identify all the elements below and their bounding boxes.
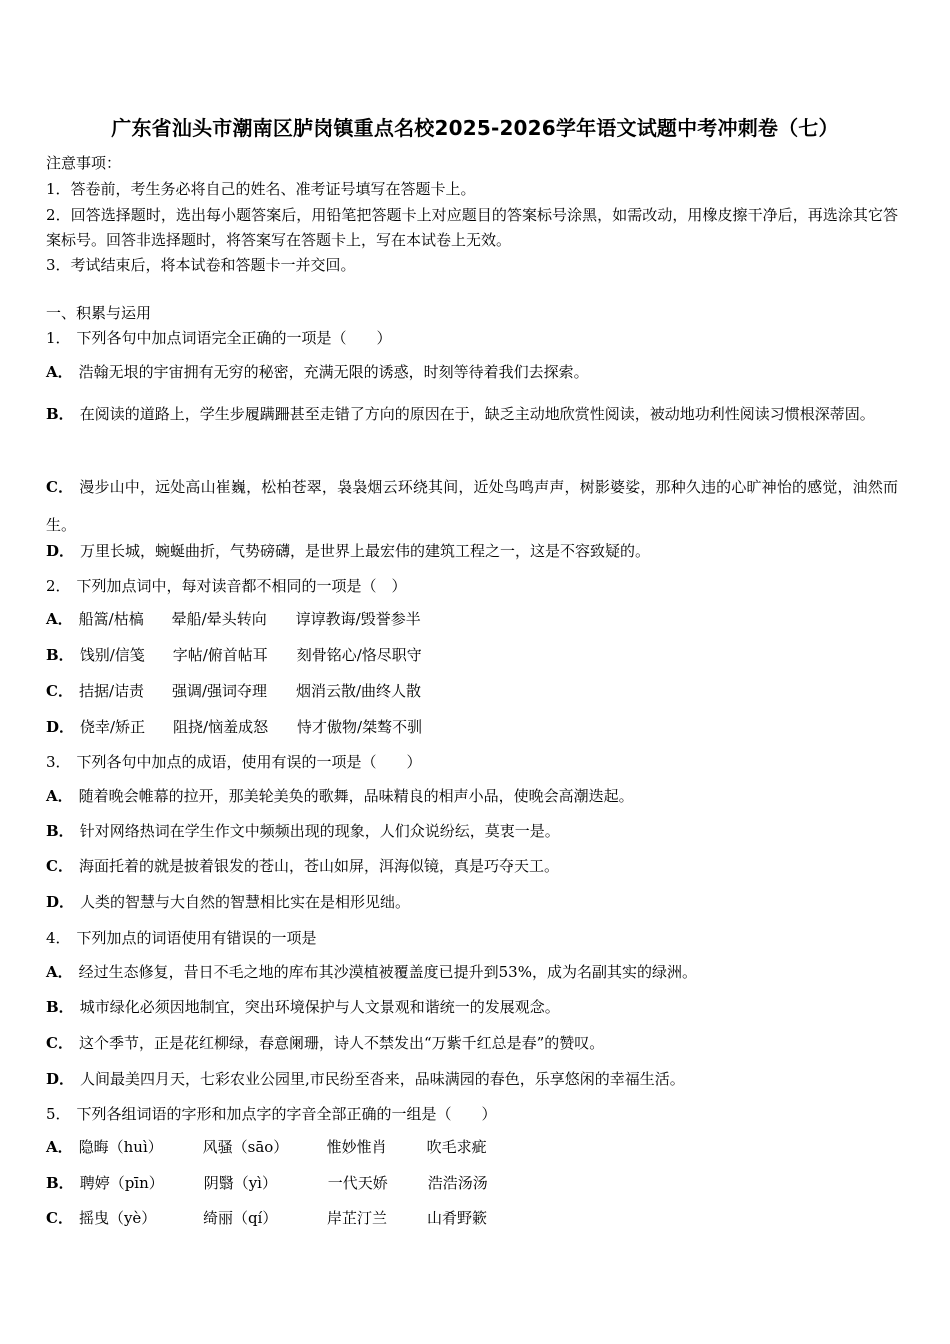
option-label: B．	[46, 1174, 74, 1192]
option-label: B．	[46, 822, 74, 840]
option-label: A．	[46, 363, 73, 381]
option-col: 隐晦（huì）	[78, 1138, 163, 1156]
option-label: A．	[46, 610, 73, 628]
option-text: 在阅读的道路上，学生步履蹒跚甚至走错了方向的原因在于，缺乏主动地欣赏性阅读，被动地功利性阅读习惯根深蒂固。	[79, 405, 875, 423]
option-label: C．	[46, 1034, 73, 1052]
notice-item: 1．答卷前，考生务必将自己的姓名、准考证号填写在答题卡上。	[46, 180, 476, 198]
option-text: 浩翰无垠的宇宙拥有无穷的秘密，充满无限的诱惑，时刻等待着我们去探索。	[78, 363, 589, 381]
option-col: 一代天娇	[327, 1174, 388, 1192]
option-col: 刻骨铭心/恪尽职守	[296, 646, 422, 664]
option-col: 谆谆教诲/毁誉参半	[295, 610, 421, 628]
question-text: 下列各句中加点词语完全正确的一项是（ ）	[76, 329, 392, 347]
option-col: 聘婷（pīn）	[79, 1174, 164, 1192]
option-d	[46, 540, 650, 561]
option-c	[46, 1207, 487, 1228]
option-label: D．	[46, 1070, 75, 1088]
option-label: C．	[46, 1209, 73, 1227]
option-text: 漫步山中，远处高山崔巍，松柏苍翠，袅袅烟云环绕其间，近处鸟鸣声声，树影婆娑，那种久违的心旷神怡的感觉，油然而生。	[46, 478, 898, 534]
option-text: 经过生态修复，昔日不毛之地的库布其沙漠植被覆盖度已提升到53%，成为名副其实的绿洲。	[78, 963, 697, 981]
question-text: 下列加点的词语使用有错误的一项是	[76, 929, 317, 947]
option-text: 万里长城，蜿蜒曲折，气势磅礴，是世界上最宏伟的建筑工程之一，这是不容致疑的。	[80, 542, 651, 560]
question-number: 2．	[46, 577, 71, 595]
option-d	[46, 891, 410, 912]
question-number: 1．	[46, 329, 71, 347]
option-col: 摇曳（yè）	[78, 1209, 157, 1227]
option-text: 针对网络热词在学生作文中频频出现的现象，人们众说纷纭，莫衷一是。	[79, 822, 560, 840]
option-col: 阻挠/恼羞成怒	[173, 718, 269, 736]
option-b	[46, 996, 560, 1017]
option-label: A．	[46, 787, 73, 805]
question-text: 下列各组词语的字形和加点字的字音全部正确的一组是（ ）	[76, 1105, 497, 1123]
option-col: 烟消云散/曲终人散	[295, 682, 422, 700]
option-text: 随着晚会帷幕的拉开，那美轮美奂的歌舞，品味精良的相声小品，使晚会高潮迭起。	[78, 787, 634, 805]
page-title: 广东省汕头市潮南区胪岗镇重点名校2025-2026学年语文试题中考冲刺卷（七）	[111, 116, 839, 140]
option-text: 这个季节，正是花红柳绿，春意阑珊，诗人不禁发出“万紫千红总是春”的赞叹。	[78, 1034, 605, 1052]
question-stem	[46, 751, 422, 772]
question-number: 5．	[46, 1105, 71, 1123]
option-col: 浩浩汤汤	[427, 1174, 488, 1192]
option-b	[46, 1172, 488, 1193]
section-heading: 一、积累与运用	[46, 304, 152, 322]
option-a	[46, 361, 589, 382]
option-d	[46, 716, 422, 737]
option-c	[46, 468, 898, 544]
option-label: D．	[46, 542, 75, 560]
option-label: A．	[46, 963, 73, 981]
question-stem	[46, 327, 392, 348]
option-col: 吹毛求疵	[426, 1138, 487, 1156]
option-label: D．	[46, 893, 75, 911]
option-col: 绮丽（qí）	[202, 1209, 278, 1227]
option-label: C．	[46, 478, 74, 496]
option-text: 人类的智慧与大自然的智慧相比实在是相形见绌。	[80, 893, 411, 911]
notice-item: 3．考试结束后，将本试卷和答题卡一并交回。	[46, 256, 356, 274]
option-label: C．	[46, 857, 73, 875]
question-number: 3．	[46, 753, 71, 771]
question-text: 下列加点词中，每对读音都不相同的一项是（ ）	[76, 577, 407, 595]
question-stem	[46, 1103, 497, 1124]
option-text: 人间最美四月天，七彩农业公园里,市民纷至沓来，品味满园的春色，乐享悠闲的幸福生活。	[80, 1070, 685, 1088]
option-col: 拮据/诘责	[78, 682, 145, 700]
notice-heading: 注意事项：	[46, 154, 122, 172]
option-c	[46, 855, 559, 876]
option-col: 风骚（sāo）	[202, 1138, 289, 1156]
option-col: 字帖/俯首帖耳	[172, 646, 268, 664]
option-label: A．	[46, 1138, 73, 1156]
option-a	[46, 1136, 487, 1157]
option-label: C．	[46, 682, 73, 700]
option-a	[46, 961, 697, 982]
option-a	[46, 608, 421, 629]
option-c	[46, 680, 421, 701]
option-label: D．	[46, 718, 75, 736]
option-col: 阴翳（yì）	[203, 1174, 277, 1192]
option-col: 侥幸/矫正	[80, 718, 146, 736]
question-stem	[46, 575, 407, 596]
option-d	[46, 1068, 685, 1089]
option-label: B．	[46, 405, 74, 423]
option-col: 晕船/晕头转向	[171, 610, 267, 628]
option-col: 惟妙惟肖	[326, 1138, 387, 1156]
option-b	[46, 644, 422, 665]
option-c	[46, 1032, 604, 1053]
option-col: 饯别/信笺	[79, 646, 145, 664]
question-stem	[46, 927, 317, 948]
option-label: B．	[46, 646, 74, 664]
question-text: 下列各句中加点的成语，使用有误的一项是（ ）	[76, 753, 422, 771]
option-col: 强调/强词夺理	[171, 682, 268, 700]
notice-item: 2．回答选择题时，选出每小题答案后，用铅笔把答题卡上对应题目的答案标号涂黑，如需改动，用橡皮擦干净后，再选涂其它答案标号。回答非选择题时，将答案写在答题卡上，写在本试卷上无效。	[46, 206, 898, 249]
option-b	[46, 820, 560, 841]
option-a	[46, 785, 634, 806]
question-number: 4．	[46, 929, 71, 947]
option-label: B．	[46, 998, 74, 1016]
option-text: 海面托着的就是披着银发的苍山，苍山如屏，洱海似镜，真是巧夺天工。	[78, 857, 559, 875]
option-text: 城市绿化必须因地制宜，突出环境保护与人文景观和谐统一的发展观念。	[79, 998, 560, 1016]
option-col: 山肴野簌	[426, 1209, 487, 1227]
option-col: 船篙/枯槁	[78, 610, 144, 628]
option-col: 岸芷汀兰	[326, 1209, 387, 1227]
option-b	[46, 396, 898, 432]
option-col: 恃才傲物/桀骜不驯	[297, 718, 423, 736]
